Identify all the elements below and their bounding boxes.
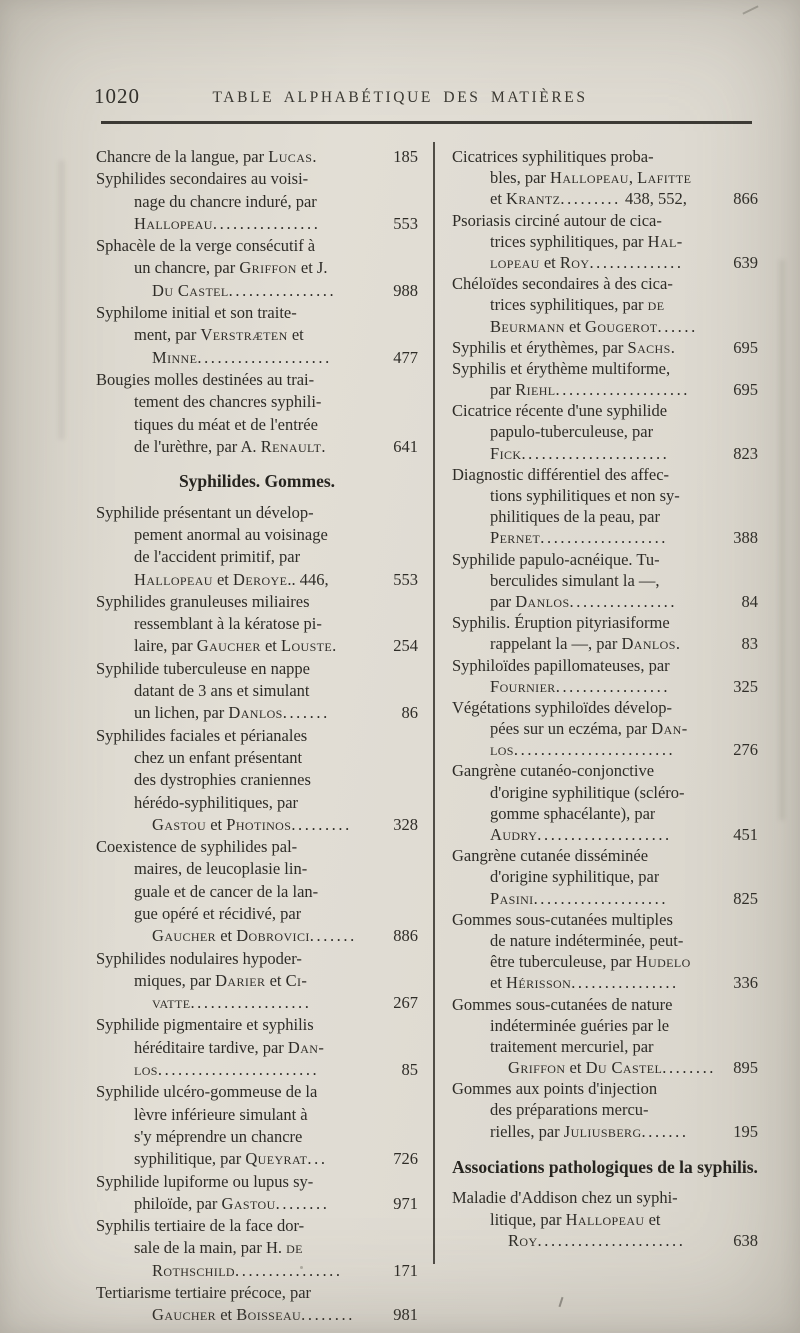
entry-text: Du Castel................ — [152, 280, 337, 300]
page-ref: 825 — [733, 888, 758, 908]
entry-text: Syphilide tuberculeuse en nappe — [96, 658, 310, 678]
entry-text: Syphilide pigmentaire et syphilis — [96, 1015, 314, 1035]
index-entry — [452, 273, 758, 337]
page-ref: 195 — [733, 1121, 758, 1141]
entry-line — [96, 948, 418, 970]
column-divider — [433, 142, 435, 1264]
index-entry — [452, 337, 758, 358]
entry-line — [96, 324, 418, 346]
entry-line — [96, 347, 418, 369]
entry-line — [452, 994, 758, 1015]
entry-line — [96, 1148, 418, 1170]
entry-line — [96, 168, 418, 190]
entry-text: Syphilide papulo-acnéique. Tu- — [452, 549, 660, 569]
index-entry — [452, 760, 758, 845]
page-number: 1020 — [94, 84, 140, 108]
entry-text: Gommes sous-cutanées multiples — [452, 909, 673, 929]
section-heading: Syphilides. Gommes. — [178, 471, 336, 492]
entry-line — [96, 702, 418, 724]
index-entry — [452, 994, 758, 1079]
index-entry — [96, 235, 418, 302]
entry-text: syphilitique, par Queyrat... — [134, 1149, 328, 1169]
entry-text: Sphacèle de la verge consécutif à — [96, 236, 316, 256]
index-entry — [96, 591, 418, 658]
page-ref: 388 — [733, 528, 758, 548]
entry-text: ment, par Verstræten et — [134, 325, 304, 345]
page-ref: 328 — [393, 814, 418, 834]
entry-text: Fournier................. — [490, 676, 671, 696]
page-ref: 866 — [733, 189, 758, 209]
page-ref: 726 — [393, 1149, 418, 1169]
entry-line — [96, 257, 418, 279]
entry-line — [452, 167, 758, 188]
entry-text: de nature indéterminée, peut- — [490, 930, 684, 950]
entry-text: Syphilides nodulaires hypoder- — [96, 948, 302, 968]
entry-line — [452, 527, 758, 548]
entry-text: chez un enfant présentant — [134, 747, 303, 767]
entry-text: et Hérisson................ — [490, 973, 679, 993]
entry-text: los........................ — [134, 1060, 320, 1080]
index-entry — [452, 400, 758, 464]
index-entry — [96, 146, 418, 168]
entry-text: Maladie d'Addison chez un syphi- — [452, 1188, 678, 1208]
entry-text: Psoriasis circiné autour de cica- — [452, 210, 662, 230]
entry-text: ressemblant à la kératose pi- — [134, 614, 322, 634]
entry-line — [96, 881, 418, 903]
entry-line — [452, 1209, 758, 1230]
entry-line — [96, 302, 418, 324]
entry-text: Gangrène cutanée disséminée — [452, 846, 649, 866]
entry-text: Syphilides secondaires au voisi- — [96, 169, 309, 189]
entry-line — [452, 866, 758, 887]
entry-line — [452, 379, 758, 400]
index-entry — [452, 655, 758, 697]
entry-text: Chancre de la langue, par Lucas. — [96, 147, 317, 166]
entry-text: des préparations mercu- — [490, 1100, 649, 1120]
entry-line — [96, 858, 418, 880]
entry-text: trices syphilitiques, par Hal- — [490, 231, 683, 251]
entry-line — [96, 591, 418, 613]
entry-line — [96, 1126, 418, 1148]
page-ref: 823 — [733, 443, 758, 463]
page-ref: 86 — [401, 703, 418, 723]
page-ref: 553 — [393, 213, 418, 233]
entry-line — [452, 888, 758, 909]
entry-line — [452, 464, 758, 485]
entry-text: des dystrophies craniennes — [134, 770, 311, 790]
entry-line — [96, 569, 418, 591]
scan-artifact — [559, 1297, 564, 1307]
entry-line — [452, 400, 758, 421]
entry-text: lèvre inférieure simulant à — [134, 1104, 308, 1124]
entry-line — [452, 337, 758, 358]
page-ref: 695 — [733, 337, 758, 357]
entry-line — [96, 1059, 418, 1081]
entry-line — [96, 747, 418, 769]
entry-line — [96, 1282, 418, 1304]
entry-text: par Riehl.................... — [490, 380, 691, 400]
entry-line — [96, 369, 418, 391]
entry-text: Cicatrices syphilitiques proba- — [452, 147, 654, 166]
entry-line — [452, 1121, 758, 1142]
entry-text: Chéloïdes secondaires à des cica- — [452, 274, 673, 294]
page-ref: 988 — [393, 280, 418, 300]
entry-text: Pasini.................... — [490, 888, 669, 908]
entry-text: traitement mercuriel, par — [490, 1036, 654, 1056]
entry-text: papulo-tuberculeuse, par — [490, 422, 654, 442]
page-ref: 895 — [733, 1058, 758, 1078]
entry-line — [96, 1260, 418, 1282]
entry-text: laire, par Gaucher et Louste. — [134, 636, 337, 656]
page-ref: 886 — [393, 926, 418, 946]
entry-line — [452, 294, 758, 315]
entry-line — [96, 280, 418, 302]
page-ref: 553 — [393, 569, 418, 589]
entry-line — [96, 792, 418, 814]
index-entry — [96, 1171, 418, 1216]
entry-text: tement des chancres syphili- — [134, 392, 322, 412]
entry-line — [96, 925, 418, 947]
entry-line — [452, 443, 758, 464]
entry-text: Pernet................... — [490, 528, 669, 548]
index-entry — [452, 845, 758, 909]
index-entry — [96, 1014, 418, 1081]
page-ref: 325 — [733, 676, 758, 696]
entry-line — [96, 1014, 418, 1036]
entry-line — [452, 1099, 758, 1120]
entry-line — [452, 210, 758, 231]
page-ref: 639 — [733, 252, 758, 272]
entry-line — [96, 992, 418, 1014]
entry-line — [452, 316, 758, 337]
entry-line — [452, 549, 758, 570]
entry-line — [452, 1187, 758, 1208]
entry-text: miques, par Darier et Ci- — [134, 970, 308, 990]
entry-line — [96, 903, 418, 925]
entry-line — [96, 191, 418, 213]
entry-line — [452, 421, 758, 442]
page-ref: 83 — [741, 634, 758, 654]
scan-artifact — [58, 160, 65, 440]
entry-line — [452, 655, 758, 676]
entry-line — [96, 836, 418, 858]
entry-line — [452, 231, 758, 252]
entry-line — [96, 1037, 418, 1059]
entry-line — [452, 909, 758, 930]
entry-line — [96, 1215, 418, 1237]
entry-text: philoïde, par Gastou........ — [134, 1193, 330, 1213]
entry-line — [452, 972, 758, 993]
entry-text: Roy...................... — [508, 1230, 686, 1250]
entry-line — [96, 635, 418, 657]
entry-text: trices syphilitiques, par de — [490, 295, 665, 315]
entry-text: de l'accident primitif, par — [134, 547, 301, 567]
index-entry — [96, 725, 418, 836]
entry-text: gue opéré et récidivé, par — [134, 904, 302, 923]
scan-artifact — [742, 5, 758, 14]
page-ref: 638 — [733, 1230, 758, 1250]
entry-line — [96, 1171, 418, 1193]
entry-text: philitiques de la peau, par — [490, 507, 660, 527]
entry-line — [452, 1036, 758, 1057]
entry-line — [452, 951, 758, 972]
entry-line — [452, 718, 758, 739]
index-entry — [452, 1078, 758, 1142]
entry-text: los........................ — [490, 740, 676, 760]
index-entry — [452, 1187, 758, 1251]
entry-text: Syphilides faciales et périanales — [96, 725, 308, 745]
entry-text: Syphilides granuleuses miliaires — [96, 591, 310, 611]
entry-text: d'origine syphilitique (scléro- — [490, 782, 685, 802]
page-ref: 185 — [393, 147, 418, 166]
entry-line — [96, 1104, 418, 1126]
entry-text: Tertiarisme tertiaire précoce, par — [96, 1283, 312, 1303]
index-entry — [452, 549, 758, 613]
entry-line — [96, 769, 418, 791]
entry-line — [96, 146, 418, 168]
entry-text: sale de la main, par H. de — [134, 1238, 303, 1258]
entry-text: être tuberculeuse, par Hudelo — [490, 952, 691, 972]
page-ref: 336 — [733, 973, 758, 993]
entry-text: Beurmann et Gougerot...... — [490, 316, 698, 336]
entry-line — [96, 391, 418, 413]
entry-line — [452, 612, 758, 633]
entry-line — [452, 146, 758, 167]
entry-text: Gaucher et Dobrovici....... — [152, 926, 357, 946]
entry-text: Cicatrice récente d'une syphilide — [452, 401, 668, 421]
entry-line — [452, 485, 758, 506]
page-title: TABLE ALPHABÉTIQUE DES MATIÈRES — [212, 89, 588, 106]
entry-text: Griffon et Du Castel........ — [508, 1058, 716, 1078]
entry-text: Syphilide ulcéro-gommeuse de la — [96, 1082, 318, 1102]
entry-line — [96, 680, 418, 702]
index-entry — [96, 302, 418, 369]
entry-line — [452, 633, 758, 654]
entry-line — [96, 725, 418, 747]
entry-line — [452, 358, 758, 379]
section-heading: Associations pathologiques de la syphilis. — [452, 1156, 758, 1177]
entry-text: litique, par Hallopeau et — [490, 1209, 661, 1229]
index-entry — [452, 464, 758, 549]
entry-line — [96, 1081, 418, 1103]
entry-line — [452, 824, 758, 845]
entry-text: Syphiloïdes papillomateuses, par — [452, 655, 670, 675]
index-entry — [96, 1215, 418, 1282]
entry-line — [96, 970, 418, 992]
entry-text: hérédo-syphilitiques, par — [134, 792, 299, 812]
index-entry — [96, 1081, 418, 1170]
entry-line — [452, 1230, 758, 1251]
index-entry — [96, 502, 418, 591]
entry-text: Coexistence de syphilides pal- — [96, 837, 298, 857]
entry-text: Végétations syphiloïdes dévelop- — [452, 697, 672, 717]
entry-text: Syphilome initial et son traite- — [96, 303, 297, 323]
entry-text: maires, de leucoplasie lin- — [134, 859, 308, 879]
entry-text: Gommes sous-cutanées de nature — [452, 994, 673, 1014]
entry-line — [96, 1237, 418, 1259]
entry-text: gomme sphacélante), par — [490, 803, 656, 823]
entry-line — [452, 803, 758, 824]
page-ref: 971 — [393, 1193, 418, 1213]
entry-line — [452, 697, 758, 718]
entry-line — [96, 546, 418, 568]
index-entry — [452, 612, 758, 654]
index-entry — [96, 836, 418, 947]
page-ref: 85 — [401, 1060, 418, 1080]
page-ref: 641 — [393, 436, 418, 456]
entry-text: Syphilis. Éruption pityriasiforme — [452, 613, 670, 633]
page-ref: 276 — [733, 740, 758, 760]
entry-text: bles, par Hallopeau, Lafitte — [490, 168, 692, 188]
entry-text: Gaucher et Boisseau........ — [152, 1305, 355, 1325]
index-entry — [96, 369, 418, 458]
entry-text: tions syphilitiques et non sy- — [490, 486, 680, 505]
entry-text: Bougies molles destinées au trai- — [96, 369, 315, 389]
index-entry — [96, 1282, 418, 1327]
index-entry — [96, 168, 418, 235]
entry-line — [452, 676, 758, 697]
entry-line — [452, 591, 758, 612]
entry-text: pées sur un eczéma, par Dan- — [490, 719, 688, 739]
header-rule — [101, 121, 752, 124]
entry-line — [452, 273, 758, 294]
entry-text: lopeau et Roy.............. — [490, 252, 684, 272]
left-column — [96, 146, 418, 1327]
entry-text: s'y méprendre un chancre — [134, 1126, 303, 1146]
entry-text: Gommes aux points d'injection — [452, 1079, 658, 1099]
index-entry — [452, 146, 758, 210]
entry-text: berculides simulant la —, — [490, 570, 660, 590]
entry-text: tiques du méat et de l'entrée — [134, 414, 318, 434]
entry-line — [96, 613, 418, 635]
entry-line — [96, 436, 418, 458]
page-ref: 84 — [741, 591, 758, 611]
entry-line — [452, 1057, 758, 1078]
entry-text: héréditaire tardive, par Dan- — [134, 1037, 325, 1057]
entry-text: Hallopeau................ — [134, 213, 321, 233]
entry-text: Rothschild................ — [152, 1260, 343, 1280]
entry-line — [452, 845, 758, 866]
entry-text: Minne.................... — [152, 347, 332, 367]
right-column — [452, 146, 758, 1251]
scan-artifact — [779, 260, 785, 820]
page-ref: 451 — [733, 825, 758, 844]
entry-line — [452, 782, 758, 803]
entry-line — [96, 1193, 418, 1215]
entry-text: Gangrène cutanéo-conjonctive — [452, 761, 655, 781]
entry-line — [452, 1015, 758, 1036]
entry-text: Diagnostic différentiel des affec- — [452, 464, 670, 484]
entry-line — [452, 930, 758, 951]
entry-line — [96, 524, 418, 546]
page-ref: 981 — [393, 1305, 418, 1325]
entry-text: Syphilis tertiaire de la face dor- — [96, 1216, 305, 1236]
entry-text: et Krantz......... 438, 552, — [490, 189, 687, 209]
entry-text: datant de 3 ans et simulant — [134, 681, 310, 701]
entry-text: d'origine syphilitique, par — [490, 867, 660, 887]
entry-text: rappelant la —, par Danlos. — [490, 634, 680, 654]
entry-text: Gastou et Photinos......... — [152, 814, 352, 834]
entry-text: un chancre, par Griffon et J. — [134, 258, 328, 278]
entry-text: Syphilis et érythème multiforme, — [452, 358, 671, 378]
page-ref: 477 — [393, 347, 418, 367]
entry-text: Hallopeau et Deroye.. 446, — [134, 569, 329, 589]
entry-line — [96, 658, 418, 680]
index-entry — [452, 358, 758, 400]
entry-line — [96, 502, 418, 524]
entry-text: Syphilide présentant un dévelop- — [96, 502, 314, 522]
entry-text: Syphilide lupiforme ou lupus sy- — [96, 1171, 314, 1191]
index-entry — [96, 658, 418, 725]
entry-line — [452, 252, 758, 273]
entry-line — [452, 188, 758, 209]
page-ref: 695 — [733, 380, 758, 400]
index-entry — [452, 697, 758, 761]
page-ref: 254 — [393, 636, 418, 656]
entry-line — [96, 235, 418, 257]
entry-text: un lichen, par Danlos....... — [134, 703, 330, 723]
index-entry — [452, 210, 758, 274]
entry-text: nage du chancre induré, par — [134, 191, 317, 211]
entry-line — [96, 213, 418, 235]
entry-text: vatte.................. — [152, 993, 312, 1013]
entry-line — [452, 760, 758, 781]
index-entry — [452, 909, 758, 994]
entry-text: Syphilis et érythèmes, par Sachs. — [452, 337, 675, 357]
index-entry — [96, 948, 418, 1015]
entry-line — [96, 1304, 418, 1326]
entry-text: indéterminée guéries par le — [490, 1015, 670, 1035]
entry-text: par Danlos................ — [490, 591, 678, 611]
entry-line — [452, 570, 758, 591]
entry-line — [452, 739, 758, 760]
entry-line — [96, 414, 418, 436]
entry-text: de l'urèthre, par A. Renault. — [134, 436, 326, 456]
entry-line — [452, 506, 758, 527]
entry-line — [452, 1078, 758, 1099]
entry-text: rielles, par Juliusberg....... — [490, 1121, 689, 1141]
entry-text: Fick...................... — [490, 443, 670, 463]
entry-text: guale et de cancer de la lan- — [134, 881, 319, 901]
page-ref: 267 — [393, 993, 418, 1013]
entry-line — [96, 814, 418, 836]
entry-text: Audry.................... — [490, 825, 672, 844]
page-ref: 171 — [393, 1260, 418, 1280]
entry-text: pement anormal au voisinage — [134, 524, 328, 544]
